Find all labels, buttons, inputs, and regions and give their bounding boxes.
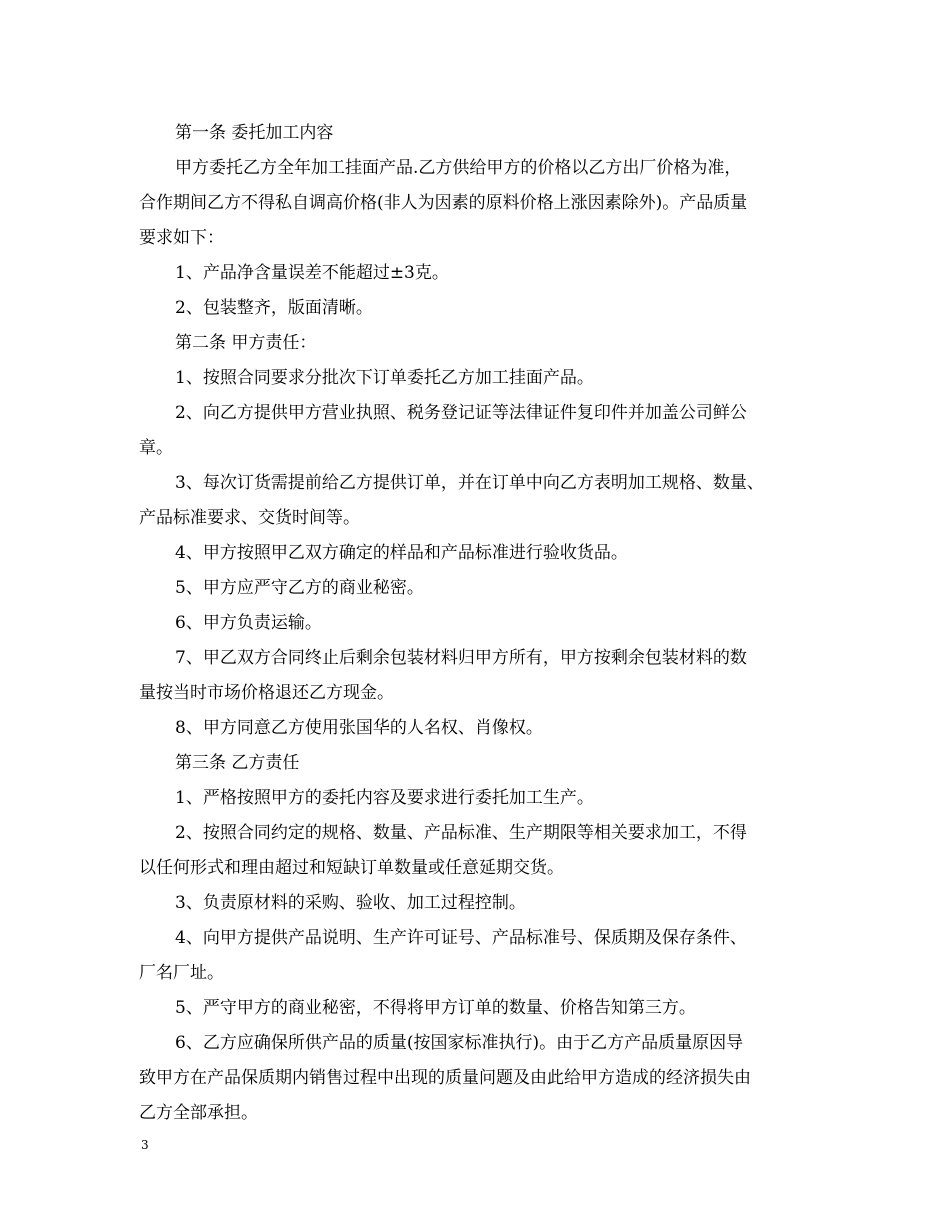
page-number: 3	[141, 1138, 149, 1152]
contract-body	[139, 116, 819, 1131]
party-b-responsibility-1: 1、严格按照甲方的委托内容及要求进行委托加工生产。	[175, 788, 594, 808]
party-a-responsibility-2-line-1: 2、向乙方提供甲方营业执照、税务登记证等法律证件复印件并加盖公司鲜公	[175, 403, 747, 423]
quality-item-2: 2、包装整齐，版面清晰。	[175, 298, 373, 318]
article-3-heading: 第三条 乙方责任	[175, 753, 300, 773]
party-a-responsibility-2-line-2: 章。	[139, 438, 173, 458]
party-a-responsibility-5: 5、甲方应严守乙方的商业秘密。	[175, 578, 424, 598]
article-1-paragraph-line-2: 合作期间乙方不得私自调高价格(非人为因素的原料价格上涨因素除外)。产品质量	[139, 193, 748, 213]
party-a-responsibility-7-line-2: 量按当时市场价格退还乙方现金。	[139, 683, 394, 703]
party-b-responsibility-4-line-2: 厂名厂址。	[139, 963, 224, 983]
party-a-responsibility-7-line-1: 7、甲乙双方合同终止后剩余包装材料归甲方所有，甲方按剩余包装材料的数	[175, 648, 747, 668]
party-b-responsibility-6-line-3: 乙方全部承担。	[139, 1103, 258, 1123]
party-b-responsibility-5: 5、严守甲方的商业秘密，不得将甲方订单的数量、价格告知第三方。	[175, 998, 696, 1018]
party-a-responsibility-8: 8、甲方同意乙方使用张国华的人名权、肖像权。	[175, 718, 543, 738]
article-1-paragraph-line-1: 甲方委托乙方全年加工挂面产品.乙方供给甲方的价格以乙方出厂价格为准，	[175, 158, 742, 178]
party-a-responsibility-4: 4、甲方按照甲乙双方确定的样品和产品标准进行验收货品。	[175, 543, 628, 563]
article-1-paragraph-line-3: 要求如下：	[139, 228, 224, 248]
quality-item-1: 1、产品净含量误差不能超过±3克。	[175, 263, 449, 283]
party-a-responsibility-6: 6、甲方负责运输。	[175, 613, 322, 633]
party-a-responsibility-1: 1、按照合同要求分批次下订单委托乙方加工挂面产品。	[175, 368, 594, 388]
party-b-responsibility-2-line-2: 以任何形式和理由超过和短缺订单数量或任意延期交货。	[139, 858, 564, 878]
party-b-responsibility-2-line-1: 2、按照合同约定的规格、数量、产品标准、生产期限等相关要求加工，不得	[175, 823, 747, 843]
party-a-responsibility-3-line-2: 产品标准要求、交货时间等。	[139, 508, 360, 528]
party-a-responsibility-3-line-1: 3、每次订货需提前给乙方提供订单，并在订单中向乙方表明加工规格、数量、	[175, 473, 764, 493]
party-b-responsibility-3: 3、负责原材料的采购、验收、加工过程控制。	[175, 893, 526, 913]
party-b-responsibility-4-line-1: 4、向甲方提供产品说明、生产许可证号、产品标准号、保质期及保存条件、	[175, 928, 747, 948]
party-b-responsibility-6-line-2: 致甲方在产品保质期内销售过程中出现的质量问题及由此给甲方造成的经济损失由	[139, 1068, 751, 1088]
article-2-heading: 第二条 甲方责任：	[175, 333, 317, 353]
article-1-heading: 第一条 委托加工内容	[175, 123, 334, 143]
party-b-responsibility-6-line-1: 6、乙方应确保所供产品的质量(按国家标准执行)。由于乙方产品质量原因导	[175, 1033, 744, 1053]
